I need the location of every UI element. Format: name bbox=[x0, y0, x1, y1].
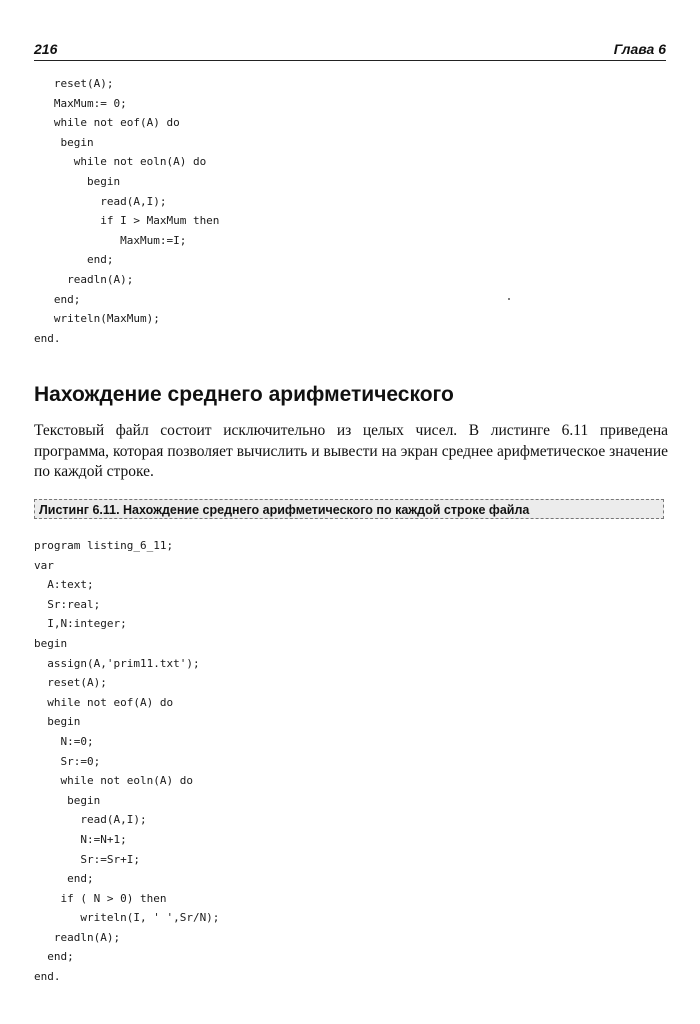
code-line: reset(A); bbox=[34, 77, 114, 90]
code-line: end; bbox=[34, 292, 81, 306]
section-heading: Нахождение среднего арифметического bbox=[34, 383, 454, 406]
code-line: if I > MaxMum then bbox=[34, 214, 220, 228]
chapter-title: Глава 6 bbox=[613, 41, 666, 57]
code-line: if ( N > 0) then bbox=[34, 891, 167, 905]
section-paragraph: Текстовый файл состоит исключительно из целых чисел. В листинге 6.11 приведена программа, которая позволяет вычислить и вывести на экран среднее арифметическое значение по каждой строке. bbox=[34, 422, 668, 480]
code-line: reset(A); bbox=[34, 676, 107, 690]
code-line: N:=0; bbox=[34, 734, 94, 748]
code-line: N:=N+1; bbox=[34, 832, 127, 846]
code-line: begin bbox=[34, 715, 81, 729]
code-line: read(A,I); bbox=[34, 813, 147, 827]
code-line: read(A,I); bbox=[34, 194, 167, 208]
code-line: while not eoln(A) do bbox=[34, 774, 193, 788]
code-line: I,N:integer; bbox=[34, 617, 127, 631]
code-line: MaxMum:= 0; bbox=[34, 96, 127, 110]
page-header bbox=[34, 40, 666, 61]
code-line: end; bbox=[34, 872, 94, 886]
code-line: readln(A); bbox=[34, 272, 134, 286]
code-line: Sr:=Sr+I; bbox=[34, 852, 140, 866]
code-line: writeln(MaxMum); bbox=[34, 312, 160, 326]
listing-code-block bbox=[34, 536, 219, 987]
code-line: begin bbox=[34, 174, 121, 188]
code-line: while not eof(A) do bbox=[34, 695, 174, 709]
code-line: readln(A); bbox=[34, 930, 121, 944]
scan-speck bbox=[508, 298, 510, 300]
listing-caption: Листинг 6.11. Нахождение среднего арифметического по каждой строке файла bbox=[34, 499, 664, 519]
code-line: end. bbox=[34, 331, 61, 345]
code-line: begin bbox=[34, 135, 94, 149]
code-line: assign(A,'prim11.txt'); bbox=[34, 656, 200, 670]
code-line: MaxMum:=I; bbox=[34, 233, 187, 247]
code-line: writeln(I, ' ',Sr/N); bbox=[34, 911, 220, 925]
code-line: program listing_6_11; bbox=[34, 539, 174, 552]
code-line: end; bbox=[34, 950, 74, 964]
code-line: A:text; bbox=[34, 578, 94, 592]
code-line: while not eof(A) do bbox=[34, 116, 180, 130]
code-block-continued bbox=[34, 74, 219, 348]
code-line: Sr:real; bbox=[34, 597, 101, 611]
code-line: end; bbox=[34, 253, 114, 267]
code-line: begin bbox=[34, 793, 101, 807]
code-line: end. bbox=[34, 970, 61, 984]
code-line: begin bbox=[34, 636, 68, 650]
code-line: var bbox=[34, 558, 54, 572]
code-line: while not eoln(A) do bbox=[34, 155, 207, 169]
code-line: Sr:=0; bbox=[34, 754, 101, 768]
page-number: 216 bbox=[34, 41, 58, 57]
